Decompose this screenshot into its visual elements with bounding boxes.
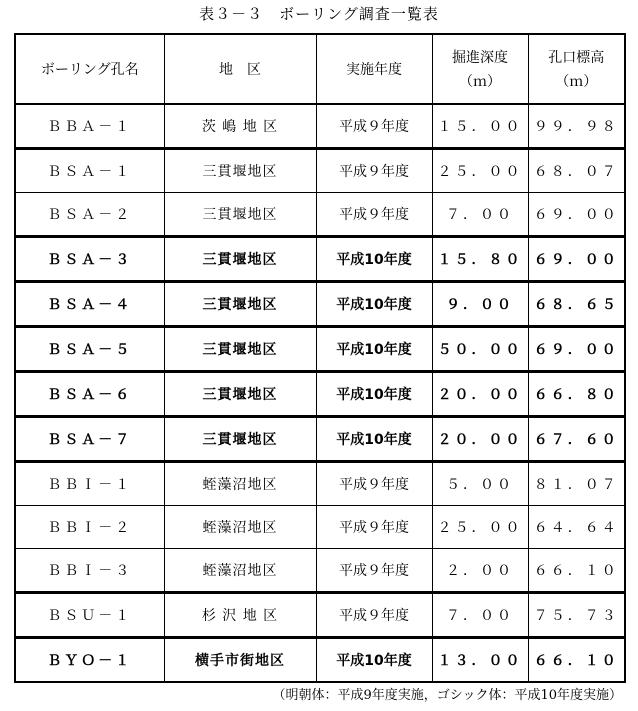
table-title: 表３－３ ボーリング調査一覧表 (199, 5, 439, 23)
table-row (15, 104, 625, 149)
cell-region: 三貫堰地区 (164, 193, 316, 237)
cell-region: 三貫堰地区 (164, 417, 316, 462)
cell-year: 平成10年度 (316, 638, 432, 683)
header-year: 実施年度 (316, 34, 432, 104)
cell-hole-name: ＢＳＡ－３ (15, 237, 164, 282)
table-row (15, 638, 625, 683)
cell-depth: ２０．００ (432, 417, 528, 462)
cell-year: 平成９年度 (316, 549, 432, 593)
cell-hole-name: ＢＳＡ－４ (15, 282, 164, 327)
cell-year: 平成９年度 (316, 506, 432, 549)
cell-region: 横手市街地区 (164, 638, 316, 683)
table-row (15, 462, 625, 506)
table-row (15, 506, 625, 549)
cell-hole-name: ＢＢＡ－１ (15, 104, 164, 149)
boring-survey-table (14, 33, 626, 683)
table-row (15, 549, 625, 593)
table-row (15, 193, 625, 237)
cell-hole-name: ＢＹＯ－１ (15, 638, 164, 683)
table-row (15, 417, 625, 462)
cell-depth: ７．００ (432, 193, 528, 237)
table-row (15, 282, 625, 327)
cell-hole-name: ＢＢＩ－３ (15, 549, 164, 593)
cell-hole-name: ＢＳＡ－１ (15, 149, 164, 193)
cell-year: 平成９年度 (316, 149, 432, 193)
cell-region: 三貫堰地区 (164, 372, 316, 417)
cell-region: 蛭藻沼地区 (164, 462, 316, 506)
header-hole-name: ボーリング孔名 (15, 34, 164, 104)
cell-year: 平成10年度 (316, 417, 432, 462)
cell-year: 平成10年度 (316, 327, 432, 372)
cell-elevation: ９９．９８ (528, 104, 625, 149)
cell-elevation: ８１．０７ (528, 462, 625, 506)
cell-region: 茨 嶋 地 区 (164, 104, 316, 149)
cell-elevation: ６９．００ (528, 237, 625, 282)
cell-elevation: ６４．６４ (528, 506, 625, 549)
cell-depth: １３．００ (432, 638, 528, 683)
cell-depth: ５０．００ (432, 327, 528, 372)
header-row (15, 34, 625, 104)
cell-year: 平成９年度 (316, 193, 432, 237)
cell-region: 三貫堰地区 (164, 149, 316, 193)
cell-depth: ２５．００ (432, 149, 528, 193)
cell-year: 平成９年度 (316, 104, 432, 149)
cell-hole-name: ＢＢＩ－１ (15, 462, 164, 506)
cell-region: 三貫堰地区 (164, 282, 316, 327)
cell-elevation: ６９．００ (528, 327, 625, 372)
cell-elevation: ６８．０７ (528, 149, 625, 193)
table-row (15, 372, 625, 417)
header-elevation: 孔口標高 （ｍ） (528, 34, 625, 104)
cell-depth: ９．００ (432, 282, 528, 327)
cell-elevation: ６８．６５ (528, 282, 625, 327)
header-depth: 掘進深度 （ｍ） (432, 34, 528, 104)
cell-depth: １５．００ (432, 104, 528, 149)
cell-depth: ５．００ (432, 462, 528, 506)
cell-elevation: ７５．７３ (528, 593, 625, 638)
cell-region: 蛭藻沼地区 (164, 549, 316, 593)
cell-elevation: ６６．８０ (528, 372, 625, 417)
cell-hole-name: ＢＢＩ－２ (15, 506, 164, 549)
cell-year: 平成10年度 (316, 372, 432, 417)
cell-region: 杉 沢 地 区 (164, 593, 316, 638)
cell-hole-name: ＢＳＡ－７ (15, 417, 164, 462)
table-row (15, 327, 625, 372)
cell-year: 平成９年度 (316, 593, 432, 638)
cell-depth: ２０．００ (432, 372, 528, 417)
table-row (15, 237, 625, 282)
table-row (15, 593, 625, 638)
header-region: 地 区 (164, 34, 316, 104)
header-depth-unit: （ｍ） (459, 74, 501, 90)
cell-elevation: ６９．００ (528, 193, 625, 237)
table-row (15, 149, 625, 193)
cell-depth: ２５．００ (432, 506, 528, 549)
cell-region: 三貫堰地区 (164, 237, 316, 282)
cell-region: 三貫堰地区 (164, 327, 316, 372)
cell-hole-name: ＢＳＡ－２ (15, 193, 164, 237)
cell-elevation: ６６．１０ (528, 638, 625, 683)
cell-year: 平成10年度 (316, 237, 432, 282)
cell-depth: １５．８０ (432, 237, 528, 282)
cell-elevation: ６６．１０ (528, 549, 625, 593)
header-elevation-unit: （ｍ） (555, 74, 598, 90)
cell-region: 蛭藻沼地区 (164, 506, 316, 549)
cell-hole-name: ＢＳＡ－６ (15, 372, 164, 417)
cell-hole-name: ＢＳＵ－１ (15, 593, 164, 638)
cell-year: 平成10年度 (316, 282, 432, 327)
cell-hole-name: ＢＳＡ－５ (15, 327, 164, 372)
cell-depth: ７．００ (432, 593, 528, 638)
table-note: （明朝体：平成9年度実施，ゴシック体：平成10年度実施） (272, 688, 622, 703)
cell-elevation: ６７．６０ (528, 417, 625, 462)
cell-depth: ２．００ (432, 549, 528, 593)
cell-year: 平成９年度 (316, 462, 432, 506)
